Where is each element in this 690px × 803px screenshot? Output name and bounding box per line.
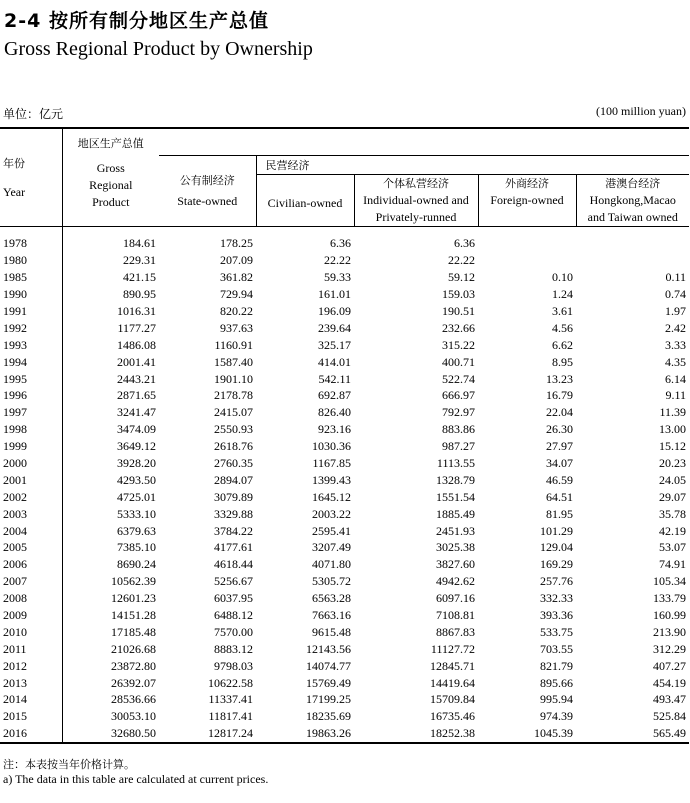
table-row <box>0 725 689 743</box>
cell-state-owned: 5256.67 <box>214 574 253 589</box>
table-row <box>0 640 689 657</box>
header-civil-en: Civilian-owned <box>267 196 343 210</box>
cell-individual-owned: 15709.84 <box>430 692 475 707</box>
cell-year: 2005 <box>0 539 62 556</box>
cell-individual-owned: 792.97 <box>442 405 475 420</box>
cell-gross-regional-product: 1486.08 <box>117 337 156 352</box>
cell-state-owned: 4618.44 <box>214 557 253 572</box>
cell-gross-regional-product: 30053.10 <box>111 709 156 724</box>
cell-hmt-owned: 565.49 <box>576 725 689 743</box>
cell-hmt-owned: 42.19 <box>659 523 687 538</box>
cell-hmt-owned: 493.47 <box>653 692 687 707</box>
cell-year: 2009 <box>0 607 62 624</box>
cell-hmt-owned: 454.19 <box>653 675 687 690</box>
cell-foreign-owned: 332.33 <box>540 591 573 606</box>
cell-individual-owned: 18252.38 <box>354 725 478 743</box>
header-grp-cn: 地区生产总值 <box>77 137 144 150</box>
cell-hmt-owned: 20.23 <box>659 456 687 471</box>
unit-label-chinese: 单位：亿元 <box>3 107 64 121</box>
cell-state-owned: 207.09 <box>220 253 253 268</box>
cell-civilian-owned: 15769.49 <box>306 675 351 690</box>
cell-foreign-owned: 22.04 <box>546 405 573 420</box>
cell-civilian-owned: 1399.43 <box>312 472 351 487</box>
cell-civilian-owned: 22.22 <box>324 253 351 268</box>
cell-state-owned: 3079.89 <box>214 489 253 504</box>
cell-gross-regional-product: 421.15 <box>123 270 156 285</box>
cell-hmt-owned: 9.11 <box>665 388 687 403</box>
cell-year: 2002 <box>0 488 62 505</box>
cell-gross-regional-product: 3649.12 <box>117 439 156 454</box>
cell-individual-owned: 14419.64 <box>430 675 475 690</box>
cell-civilian-owned: 5305.72 <box>312 574 351 589</box>
cell-gross-regional-product: 2443.21 <box>117 371 156 386</box>
cell-hmt-owned: 160.99 <box>653 608 687 623</box>
cell-civilian-owned: 1030.36 <box>312 439 351 454</box>
cell-hmt-owned <box>576 227 689 252</box>
table-row <box>0 556 689 573</box>
table-row <box>0 505 689 522</box>
cell-gross-regional-product: 6379.63 <box>117 523 156 538</box>
table-row <box>0 227 689 252</box>
header-hmt-en-2: and Taiwan owned <box>587 210 678 224</box>
cell-hmt-owned <box>576 252 689 269</box>
table-row <box>0 353 689 370</box>
cell-state-owned: 9798.03 <box>214 658 253 673</box>
cell-individual-owned: 59.12 <box>448 270 475 285</box>
cell-foreign-owned: 533.75 <box>540 624 573 639</box>
cell-gross-regional-product: 14151.28 <box>111 608 156 623</box>
cell-individual-owned: 22.22 <box>448 253 475 268</box>
cell-foreign-owned: 64.51 <box>546 489 573 504</box>
cell-hmt-owned: 0.11 <box>665 270 687 285</box>
cell-hmt-owned: 4.35 <box>665 354 687 369</box>
cell-civilian-owned: 2595.41 <box>312 523 351 538</box>
cell-hmt-owned: 15.12 <box>659 439 687 454</box>
table-row <box>0 421 689 438</box>
table-row <box>0 303 689 320</box>
cell-individual-owned: 666.97 <box>442 388 475 403</box>
header-year-cn: 年份 <box>3 156 25 170</box>
cell-hmt-owned: 11.39 <box>659 405 687 420</box>
header-civil-cn: 民营经济 <box>265 158 310 172</box>
cell-state-owned: 10622.58 <box>208 675 253 690</box>
cell-gross-regional-product: 184.61 <box>123 236 156 251</box>
cell-state-owned: 4177.61 <box>214 540 253 555</box>
cell-individual-owned: 883.86 <box>442 422 475 437</box>
cell-foreign-owned: 974.39 <box>540 709 573 724</box>
table-row <box>0 336 689 353</box>
cell-individual-owned: 2451.93 <box>436 523 475 538</box>
cell-gross-regional-product: 3928.20 <box>117 456 156 471</box>
cell-hmt-owned: 0.74 <box>665 287 687 302</box>
cell-individual-owned: 12845.71 <box>430 658 475 673</box>
cell-hmt-owned: 29.07 <box>659 489 687 504</box>
header-grp-en-3: Product <box>92 195 130 209</box>
cell-hmt-owned: 525.84 <box>653 709 687 724</box>
cell-individual-owned: 159.03 <box>442 287 475 302</box>
cell-year: 2003 <box>0 505 62 522</box>
cell-foreign-owned <box>478 252 576 269</box>
cell-year: 2008 <box>0 590 62 607</box>
cell-state-owned: 2760.35 <box>214 456 253 471</box>
cell-year: 1999 <box>0 438 62 455</box>
cell-gross-regional-product: 23872.80 <box>111 658 156 673</box>
cell-state-owned: 1901.10 <box>214 371 253 386</box>
cell-state-owned: 2894.07 <box>214 472 253 487</box>
cell-gross-regional-product: 3474.09 <box>117 422 156 437</box>
table-row <box>0 252 689 269</box>
header-ownership-group <box>159 128 689 156</box>
cell-individual-owned: 6.36 <box>454 236 475 251</box>
cell-civilian-owned: 59.33 <box>324 270 351 285</box>
table-body <box>0 227 689 743</box>
header-indiv-en-1: Individual-owned and <box>363 193 469 207</box>
cell-foreign-owned: 46.59 <box>546 472 573 487</box>
table-row <box>0 269 689 286</box>
cell-foreign-owned: 16.79 <box>546 388 573 403</box>
cell-state-owned: 2618.76 <box>214 439 253 454</box>
cell-state-owned: 820.22 <box>220 304 253 318</box>
cell-year: 2006 <box>0 556 62 573</box>
cell-civilian-owned: 19863.26 <box>256 725 354 743</box>
cell-state-owned: 2178.78 <box>214 388 253 403</box>
cell-individual-owned: 4942.62 <box>436 574 475 589</box>
cell-individual-owned: 1113.55 <box>436 456 475 471</box>
cell-civilian-owned: 18235.69 <box>306 709 351 724</box>
cell-individual-owned: 7108.81 <box>436 608 475 623</box>
cell-individual-owned: 232.66 <box>442 320 475 335</box>
table-row <box>0 387 689 404</box>
table-row <box>0 286 689 303</box>
cell-civilian-owned: 2003.22 <box>312 506 351 521</box>
cell-hmt-owned: 35.78 <box>659 506 687 521</box>
cell-state-owned: 937.63 <box>220 320 253 335</box>
cell-hmt-owned: 105.34 <box>653 574 687 589</box>
cell-foreign-owned: 4.56 <box>552 320 573 335</box>
cell-year: 1993 <box>0 336 62 353</box>
cell-state-owned: 11337.41 <box>208 692 253 707</box>
cell-gross-regional-product: 2871.65 <box>117 388 156 403</box>
cell-state-owned: 3784.22 <box>214 523 253 538</box>
table-row <box>0 471 689 488</box>
cell-individual-owned: 8867.83 <box>436 624 475 639</box>
cell-foreign-owned: 1045.39 <box>478 725 576 743</box>
cell-foreign-owned: 26.30 <box>546 422 573 437</box>
table-row <box>0 590 689 607</box>
cell-year: 2011 <box>0 640 62 657</box>
table-row <box>0 539 689 556</box>
cell-civilian-owned: 161.01 <box>318 287 351 302</box>
cell-hmt-owned: 74.91 <box>659 557 687 572</box>
cell-civilian-owned: 6.36 <box>330 236 351 251</box>
cell-individual-owned: 6097.16 <box>436 591 475 606</box>
cell-foreign-owned: 101.29 <box>540 523 573 538</box>
table-row <box>0 657 689 674</box>
table-row <box>0 573 689 590</box>
cell-state-owned: 2550.93 <box>214 422 253 437</box>
cell-civilian-owned: 923.16 <box>318 422 351 437</box>
header-foreign-owned <box>478 175 576 227</box>
cell-gross-regional-product: 229.31 <box>123 253 156 268</box>
cell-individual-owned: 1328.79 <box>436 472 475 487</box>
cell-year: 1992 <box>0 319 62 336</box>
cell-gross-regional-product: 890.95 <box>123 287 156 302</box>
cell-year: 1990 <box>0 286 62 303</box>
footnote-chinese: 注：本表按当年价格计算。 <box>3 758 135 771</box>
header-indiv-cn: 个体私营经济 <box>383 177 449 190</box>
cell-civilian-owned: 9615.48 <box>312 624 351 639</box>
cell-gross-regional-product: 28536.66 <box>111 692 156 707</box>
cell-foreign-owned: 0.10 <box>552 270 573 285</box>
cell-state-owned: 1160.91 <box>214 337 253 352</box>
cell-state-owned: 11817.41 <box>208 709 253 724</box>
header-foreign-cn: 外商经济 <box>505 177 549 190</box>
cell-civilian-owned: 7663.16 <box>312 608 351 623</box>
cell-state-owned: 8883.12 <box>214 641 253 656</box>
table-row <box>0 438 689 455</box>
footnote-english: a) The data in this table are calculated at current prices. <box>3 772 269 786</box>
cell-state-owned: 7570.00 <box>214 624 253 639</box>
cell-individual-owned: 3827.60 <box>436 557 475 572</box>
cell-hmt-owned: 53.07 <box>659 540 687 555</box>
cell-year: 2010 <box>0 623 62 640</box>
cell-state-owned: 178.25 <box>220 236 253 251</box>
cell-hmt-owned: 24.05 <box>659 472 687 487</box>
cell-state-owned: 12817.24 <box>159 725 256 743</box>
cell-individual-owned: 400.71 <box>442 354 475 369</box>
cell-state-owned: 729.94 <box>220 287 253 302</box>
cell-gross-regional-product: 1016.31 <box>117 304 156 318</box>
cell-foreign-owned: 81.95 <box>546 506 573 521</box>
cell-year: 1998 <box>0 421 62 438</box>
cell-year: 1985 <box>0 269 62 286</box>
table-row <box>0 370 689 387</box>
cell-year: 1978 <box>0 227 62 252</box>
table-row <box>0 455 689 472</box>
header-individual-owned <box>354 175 478 227</box>
cell-gross-regional-product: 12601.23 <box>111 591 156 606</box>
cell-hmt-owned: 2.42 <box>665 320 687 335</box>
cell-gross-regional-product: 3241.47 <box>117 405 156 420</box>
cell-civilian-owned: 692.87 <box>318 388 351 403</box>
cell-year: 2015 <box>0 708 62 725</box>
cell-civilian-owned: 3207.49 <box>312 540 351 555</box>
header-hmt-owned <box>576 175 689 227</box>
table-row <box>0 708 689 725</box>
cell-year: 2000 <box>0 455 62 472</box>
cell-state-owned: 2415.07 <box>214 405 253 420</box>
cell-year: 1997 <box>0 404 62 421</box>
cell-year: 2001 <box>0 471 62 488</box>
cell-hmt-owned: 133.79 <box>653 591 687 606</box>
cell-hmt-owned: 1.97 <box>665 304 687 318</box>
cell-foreign-owned: 821.79 <box>540 658 573 673</box>
header-grp <box>62 128 159 227</box>
cell-year: 2016 <box>0 725 62 743</box>
cell-individual-owned: 987.27 <box>442 439 475 454</box>
cell-gross-regional-product: 4725.01 <box>117 489 156 504</box>
cell-year: 1996 <box>0 387 62 404</box>
table-title-chinese: 2-4 按所有制分地区生产总值 <box>4 10 269 32</box>
cell-civilian-owned: 826.40 <box>318 405 351 420</box>
cell-individual-owned: 522.74 <box>442 371 475 386</box>
cell-foreign-owned: 129.04 <box>540 540 573 555</box>
cell-individual-owned: 16735.46 <box>430 709 475 724</box>
table-row <box>0 623 689 640</box>
cell-state-owned: 6037.95 <box>214 591 253 606</box>
cell-civilian-owned: 6563.28 <box>312 591 351 606</box>
cell-year: 2007 <box>0 573 62 590</box>
cell-gross-regional-product: 1177.27 <box>117 320 156 335</box>
cell-year: 1995 <box>0 370 62 387</box>
header-year <box>0 128 62 227</box>
cell-foreign-owned: 995.94 <box>540 692 573 707</box>
cell-gross-regional-product: 21026.68 <box>111 641 156 656</box>
table-row <box>0 691 689 708</box>
cell-civilian-owned: 4071.80 <box>312 557 351 572</box>
header-state-owned <box>159 156 256 227</box>
table-row <box>0 319 689 336</box>
cell-gross-regional-product: 10562.39 <box>111 574 156 589</box>
cell-gross-regional-product: 4293.50 <box>117 472 156 487</box>
cell-foreign-owned: 257.76 <box>540 574 573 589</box>
header-hmt-cn: 港澳台经济 <box>605 177 661 190</box>
table-row <box>0 488 689 505</box>
cell-foreign-owned: 703.55 <box>540 641 573 656</box>
cell-gross-regional-product: 5333.10 <box>117 506 156 521</box>
cell-civilian-owned: 17199.25 <box>306 692 351 707</box>
table-row <box>0 674 689 691</box>
cell-gross-regional-product: 17185.48 <box>111 624 156 639</box>
cell-civilian-owned: 196.09 <box>318 304 351 318</box>
cell-civilian-owned: 12143.56 <box>306 641 351 656</box>
cell-individual-owned: 315.22 <box>442 337 475 352</box>
cell-hmt-owned: 13.00 <box>659 422 687 437</box>
cell-foreign-owned: 34.07 <box>546 456 573 471</box>
cell-foreign-owned: 8.95 <box>552 354 573 369</box>
cell-year: 2014 <box>0 691 62 708</box>
cell-year: 1994 <box>0 353 62 370</box>
cell-state-owned: 3329.88 <box>214 506 253 521</box>
cell-civilian-owned: 325.17 <box>318 337 351 352</box>
header-grp-en-2: Regional <box>89 178 133 192</box>
cell-hmt-owned: 312.29 <box>653 641 687 656</box>
cell-gross-regional-product: 7385.10 <box>117 540 156 555</box>
cell-year: 2012 <box>0 657 62 674</box>
cell-foreign-owned: 1.24 <box>552 287 573 302</box>
cell-foreign-owned: 3.61 <box>552 304 573 318</box>
table-row <box>0 522 689 539</box>
cell-individual-owned: 11127.72 <box>430 641 475 656</box>
cell-civilian-owned: 239.64 <box>318 320 351 335</box>
cell-individual-owned: 1885.49 <box>436 506 475 521</box>
cell-hmt-owned: 407.27 <box>653 658 687 673</box>
cell-hmt-owned: 6.14 <box>665 371 687 386</box>
cell-foreign-owned: 169.29 <box>540 557 573 572</box>
cell-foreign-owned: 895.66 <box>540 675 573 690</box>
header-civilian-group <box>256 156 689 175</box>
cell-civilian-owned: 1645.12 <box>312 489 351 504</box>
unit-label-english: (100 million yuan) <box>596 104 686 118</box>
header-year-en: Year <box>3 184 26 199</box>
table-row <box>0 607 689 624</box>
cell-foreign-owned: 393.36 <box>540 608 573 623</box>
cell-gross-regional-product: 26392.07 <box>111 675 156 690</box>
cell-civilian-owned: 1167.85 <box>312 456 351 471</box>
cell-year: 2013 <box>0 674 62 691</box>
header-foreign-en: Foreign-owned <box>490 193 564 207</box>
cell-year: 2004 <box>0 522 62 539</box>
header-state-cn: 公有制经济 <box>179 174 235 187</box>
cell-foreign-owned: 6.62 <box>552 337 573 352</box>
cell-foreign-owned: 13.23 <box>546 371 573 386</box>
cell-state-owned: 6488.12 <box>214 608 253 623</box>
cell-year: 1991 <box>0 303 62 320</box>
header-hmt-en-1: Hongkong,Macao <box>589 193 676 207</box>
cell-civilian-owned: 14074.77 <box>306 658 351 673</box>
cell-state-owned: 361.82 <box>220 270 253 285</box>
cell-state-owned: 1587.40 <box>214 354 253 369</box>
header-grp-en-1: Gross <box>96 161 125 175</box>
cell-gross-regional-product: 2001.41 <box>117 354 156 369</box>
header-civilian-owned <box>256 175 354 227</box>
gross-regional-product-table <box>0 127 689 744</box>
cell-year: 1980 <box>0 252 62 269</box>
cell-foreign-owned: 27.97 <box>546 439 573 454</box>
header-state-en: State-owned <box>177 194 238 208</box>
cell-foreign-owned <box>478 227 576 252</box>
cell-hmt-owned: 213.90 <box>653 624 687 639</box>
cell-gross-regional-product: 32680.50 <box>62 725 159 743</box>
cell-civilian-owned: 542.11 <box>318 371 351 386</box>
cell-individual-owned: 190.51 <box>442 304 475 318</box>
cell-individual-owned: 3025.38 <box>436 540 475 555</box>
cell-gross-regional-product: 8690.24 <box>117 557 156 572</box>
cell-individual-owned: 1551.54 <box>436 489 475 504</box>
cell-hmt-owned: 3.33 <box>665 337 687 352</box>
header-indiv-en-2: Privately-runned <box>375 210 457 224</box>
cell-civilian-owned: 414.01 <box>318 354 351 369</box>
table-title-english: Gross Regional Product by Ownership <box>4 38 313 60</box>
table-row <box>0 404 689 421</box>
